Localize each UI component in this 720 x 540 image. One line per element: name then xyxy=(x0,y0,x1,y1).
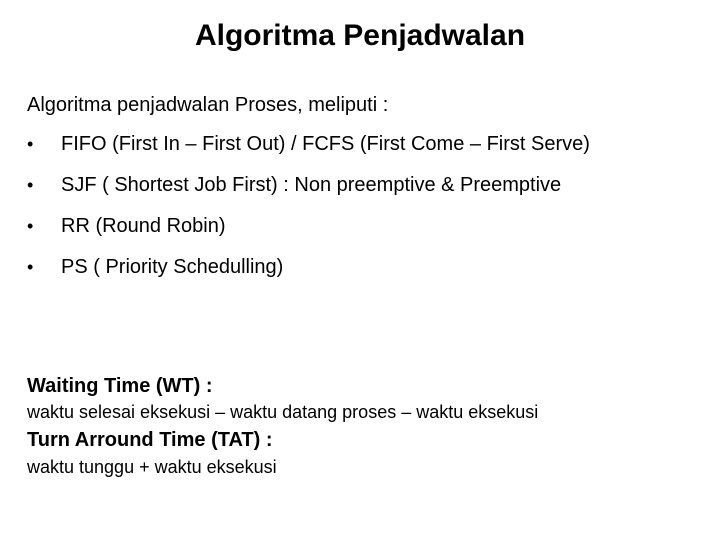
turnaround-time-formula: waktu tunggu + waktu eksekusi xyxy=(27,457,277,477)
list-item-text: FIFO (First In – First Out) / FCFS (First Come – First Serve) xyxy=(61,133,590,155)
list-item-text: SJF ( Shortest Job First) : Non preemptive & Preemptive xyxy=(61,174,562,196)
intro-text: Algoritma penjadwalan Proses, meliputi : xyxy=(27,94,389,116)
bullet-icon: • xyxy=(27,134,34,154)
bullet-icon: • xyxy=(27,257,34,277)
waiting-time-formula: waktu selesai eksekusi – waktu datang proses – waktu eksekusi xyxy=(27,402,539,422)
list-item xyxy=(27,212,590,253)
bullet-icon: • xyxy=(27,175,34,195)
list-item xyxy=(27,253,590,294)
slide-title: Algoritma Penjadwalan xyxy=(194,19,526,52)
list-item xyxy=(27,130,590,171)
algorithm-list xyxy=(27,130,590,294)
turnaround-time-heading: Turn Arround Time (TAT) : xyxy=(27,429,273,451)
list-item-text: RR (Round Robin) xyxy=(61,215,226,237)
list-item-text: PS ( Priority Schedulling) xyxy=(61,256,284,278)
waiting-time-heading: Waiting Time (WT) : xyxy=(27,375,213,397)
list-item xyxy=(27,171,590,212)
bullet-icon: • xyxy=(27,216,34,236)
